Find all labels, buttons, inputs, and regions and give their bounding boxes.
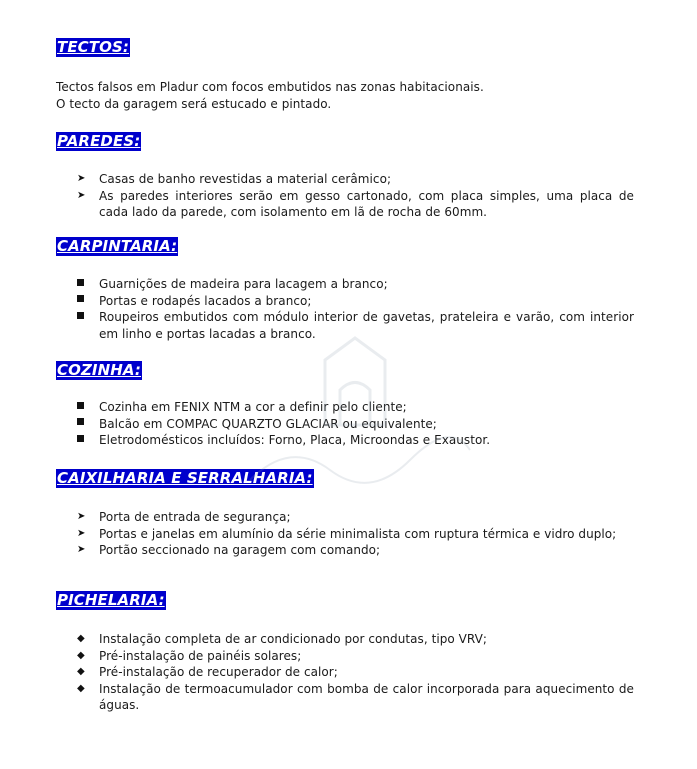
list-item: Guarnições de madeira para lacagem a branco;	[56, 276, 634, 293]
arrow-bullet-icon: ➤	[77, 544, 86, 555]
list-item: ➤ Porta de entrada de segurança;	[77, 510, 291, 524]
bullet-list	[56, 399, 634, 449]
diamond-bullet-icon: ◆	[77, 649, 85, 661]
list-item: ➤ Portão seccionado na garagem com comando;	[77, 543, 381, 557]
diamond-bullet-icon: ◆	[77, 666, 85, 677]
bullet-list	[56, 171, 634, 221]
section-pichelaria	[56, 590, 634, 714]
section-tectos	[56, 37, 634, 112]
section-heading: TECTOS:	[57, 38, 129, 56]
list-item: Portas e rodapés lacados a branco;	[56, 293, 634, 310]
list-item: ◆ Instalação completa de ar condicionado por condutas, tipo VRV;	[77, 632, 487, 646]
arrow-bullet-icon: ➤	[77, 189, 86, 201]
bullet-list	[56, 631, 634, 714]
list-item: Eletrodomésticos incluídos: Forno, Placa, Microondas e Exaustor.	[56, 432, 634, 449]
list-item: ➤ Portas e janelas em alumínio da série minimalista com ruptura térmica e vidro duplo;	[77, 526, 617, 541]
list-item: ➤ Casas de banho revestidas a material cerâmico;	[77, 172, 392, 186]
section-heading: PAREDES:	[57, 132, 141, 150]
square-bullet-icon	[77, 309, 91, 326]
diamond-bullet-icon: ◆	[77, 682, 85, 694]
list-item: ◆ Instalação de termoacumulador com bomba de calor incorporada para aquecimento de águas.	[77, 681, 634, 712]
bullet-list	[56, 509, 634, 559]
diamond-bullet-icon: ◆	[77, 633, 85, 644]
arrow-bullet-icon: ➤	[77, 173, 86, 184]
paragraph: O tecto da garagem será estucado e pintado.	[56, 96, 332, 111]
square-bullet-icon	[77, 416, 91, 433]
square-bullet-icon	[77, 293, 91, 310]
section-paredes	[56, 131, 634, 221]
list-item: ◆ Pré-instalação de painéis solares;	[77, 648, 302, 663]
section-heading: COZINHA:	[57, 361, 142, 379]
section-heading: CAIXILHARIA E SERRALHARIA:	[57, 469, 313, 487]
arrow-bullet-icon: ➤	[77, 511, 86, 522]
section-carpintaria	[56, 236, 634, 342]
section-caixilharia	[56, 468, 634, 559]
square-bullet-icon	[77, 276, 91, 293]
list-item: Cozinha em FENIX NTM a cor a definir pelo cliente;	[56, 399, 634, 416]
list-item: Balcão em COMPAC QUARZTO GLACIAR ou equivalente;	[56, 416, 634, 433]
list-item: ◆ Pré-instalação de recuperador de calor;	[77, 665, 338, 679]
section-cozinha	[56, 360, 634, 449]
section-heading: PICHELARIA:	[57, 591, 165, 609]
arrow-bullet-icon: ➤	[77, 527, 86, 539]
bullet-list	[56, 276, 634, 342]
paragraph: Tectos falsos em Pladur com focos embutidos nas zonas habitacionais.	[56, 80, 484, 94]
square-bullet-icon	[77, 432, 91, 449]
list-item: Roupeiros embutidos com módulo interior de gavetas, prateleira e varão, com interior em linho e portas lacadas a branco.	[56, 309, 634, 342]
square-bullet-icon	[77, 399, 91, 416]
list-item: ➤ As paredes interiores serão em gesso cartonado, com placa simples, uma placa de cada lado da parede, com isolamento em lã de rocha de 60mm.	[77, 188, 634, 219]
section-heading: CARPINTARIA:	[57, 237, 178, 255]
